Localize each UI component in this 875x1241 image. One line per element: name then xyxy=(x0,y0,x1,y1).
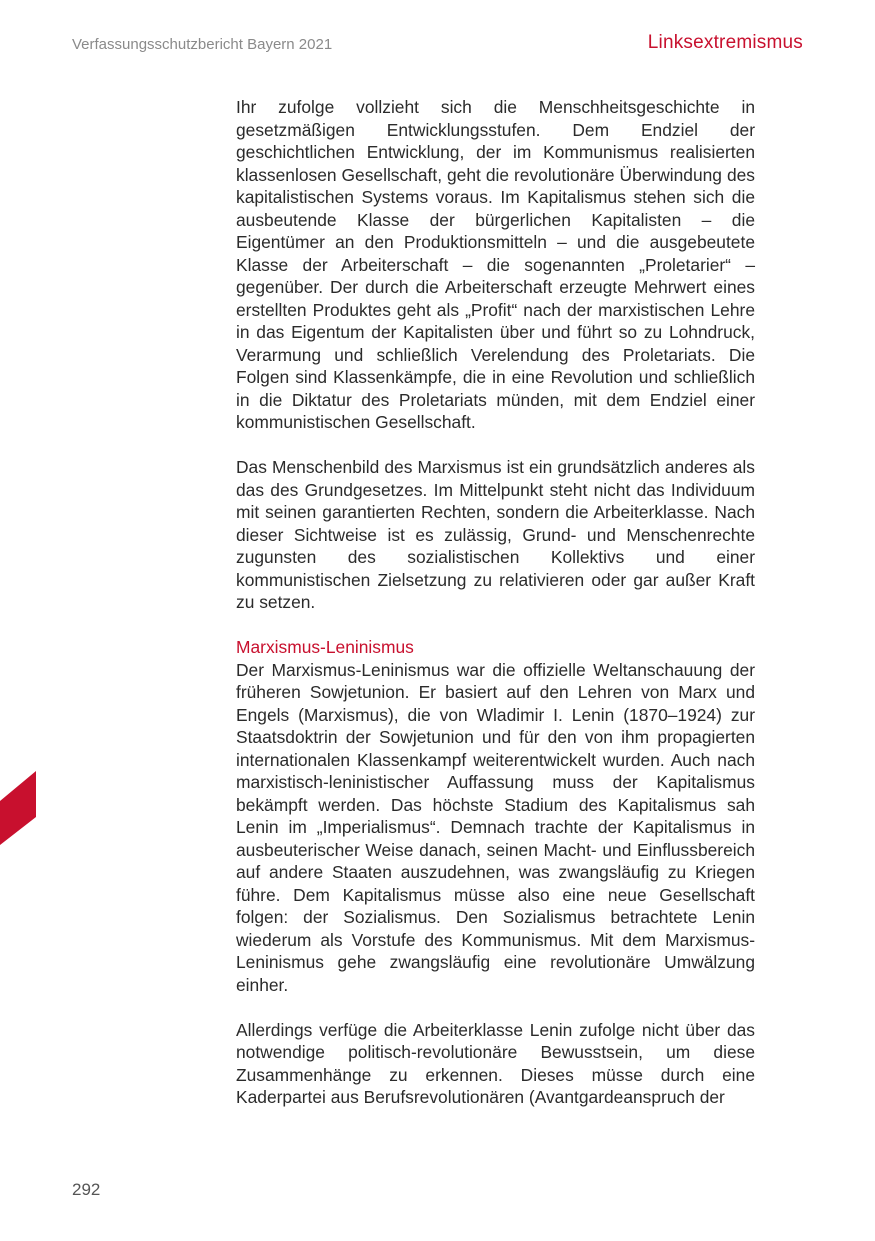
body-paragraph: Ihr zufolge vollzieht sich die Menschheitsgeschichte in gesetzmäßigen Entwicklungsstufen. Dem Endziel der geschichtlichen Entwicklung, der im Kommunismus realisierten klassenlosen Gesellschaft, geht die revolutionäre Überwindung des kapitalistischen Systems voraus. Im Kapitalismus stehen sich die ausbeutende Klasse der bürgerlichen Kapitalisten – die Eigentümer an den Produktionsmitteln – und die ausgebeutete Klasse der Arbeiterschaft – die sogenannten „Proletarier“ – gegenüber. Der durch die Arbeiterschaft erzeugte Mehrwert eines erstellten Produktes geht als „Profit“ nach der marxistischen Lehre in das Eigentum der Kapitalisten über und führt so zu Lohndruck, Verarmung und schließlich Verelendung des Proletariats. Die Folgen sind Klassenkämpfe, die in eine Revolution und schließlich in die Diktatur des Proletariats münden, mit dem Endziel einer kommunistischen Gesellschaft. xyxy=(236,97,755,432)
body-paragraph: Der Marxismus-Leninismus war die offizielle Weltanschauung der früheren Sowjetunion. Er basiert auf den Lehren von Marx und Engels (Marxismus), die von Wladimir I. Lenin (1870–1924) zur Staatsdoktrin der Sowjetunion und für den von ihm propagierten internationalen Klassenkampf weiterentwickelt wurden. Auch nach marxistisch-leninistischer Auffassung muss der Kapitalismus bekämpft werden. Das höchste Stadium des Kapitalismus sah Lenin im „Imperialismus“. Demnach trachte der Kapitalismus in ausbeuterischer Weise danach, seinen Macht- und Einflussbereich auf andere Staaten auszudehnen, was zwangsläufig zu Kriegen führe. Dem Kapitalismus müsse also eine neue Gesellschaft folgen: der Sozialismus. Den Sozialismus betrachtete Lenin wiederum als Vorstufe des Kommunismus. Mit dem Marxismus-Leninismus gehe zwangsläufig eine revolutionäre Umwälzung einher. xyxy=(236,659,755,995)
body-paragraph: Das Menschenbild des Marxismus ist ein grundsätzlich anderes als das des Grundgesetzes. Im Mittelpunkt steht nicht das Individuum mit seinen garantierten Rechten, sondern die Arbeiterklasse. Nach dieser Sichtweise ist es zulässig, Grund- und Menschenrechte zugunsten des sozialistischen Kollektivs und einer kommunistischen Zielsetzung zu relativieren oder gar außer Kraft zu setzen. xyxy=(236,457,755,612)
running-header-publication: Verfassungsschutzbericht Bayern 2021 xyxy=(72,36,333,53)
chapter-marker-shape xyxy=(0,771,36,845)
running-header-section: Linksextremismus xyxy=(647,32,803,53)
section-subheading: Marxismus-Leninismus xyxy=(236,637,414,657)
main-text xyxy=(236,96,755,1109)
page-number: 292 xyxy=(72,1180,101,1199)
body-paragraph: Allerdings verfüge die Arbeiterklasse Lenin zufolge nicht über das notwendige politisch-revolutionäre Bewusstsein, um diese Zusammenhänge zu erkennen. Dieses müsse durch eine Kaderpartei aus Berufsrevolutionären (Avantgardeanspruch der xyxy=(236,1019,755,1107)
